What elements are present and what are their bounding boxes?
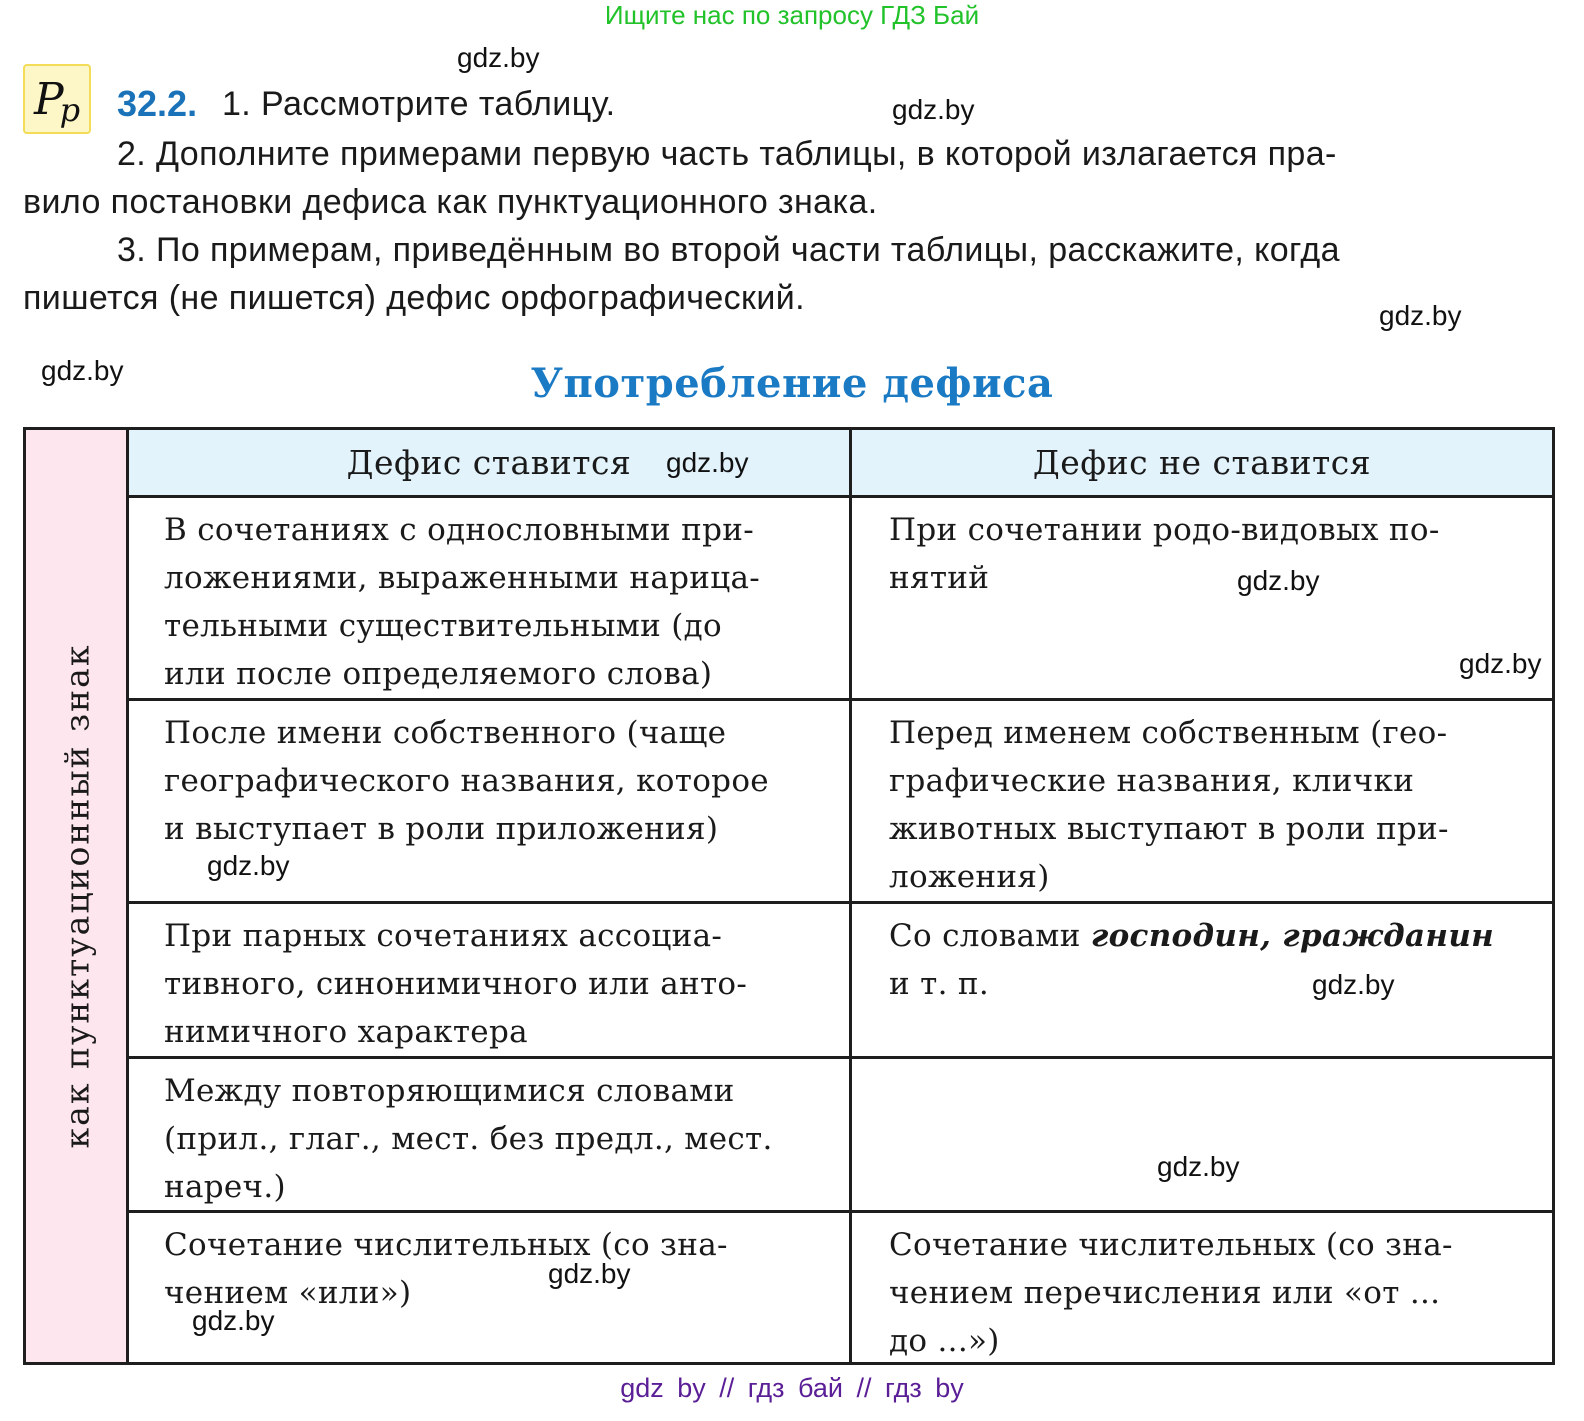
- cell-line: После имени собственного (чаще: [164, 715, 727, 751]
- task-number: 32.2.: [117, 83, 198, 124]
- cell-line: ложениями, выраженными нарица-: [164, 560, 761, 596]
- column-header-label: Дефис ставится: [346, 443, 632, 482]
- table-cell-right: [852, 701, 1552, 901]
- cell-line: тельными существительными (до: [164, 608, 722, 644]
- table-grid: [129, 430, 1552, 1362]
- table-cell-right: [852, 498, 1552, 698]
- task-item-2-line-2: вило постановки дефиса как пунктуационного знака.: [23, 183, 878, 221]
- cell-line: Между повторяющимися словами: [164, 1073, 735, 1109]
- watermark: gdz.by: [548, 1258, 631, 1289]
- cell-line: нареч.): [164, 1169, 286, 1205]
- watermark: gdz.by: [457, 42, 540, 73]
- cell-line: нятий: [889, 560, 990, 596]
- task-item-3-line-2: пишется (не пишется) дефис орфографический.: [23, 279, 805, 317]
- cell-line: нимичного характера: [164, 1014, 528, 1050]
- watermark: gdz.by: [666, 447, 749, 478]
- column-header-hyphen-not-used: [852, 430, 1552, 498]
- task-item-3-line-1: 3. По примерам, приведённым во второй части таблицы, расскажите, когда: [117, 231, 1340, 269]
- hyphen-usage-table: [23, 427, 1555, 1365]
- watermark: gdz.by: [892, 94, 975, 125]
- table-cell-right: [852, 1213, 1552, 1362]
- badge-letter-small: p: [59, 91, 81, 129]
- watermark: gdz.by: [1459, 648, 1542, 679]
- cell-line: При сочетании родо-видовых по-: [889, 512, 1440, 548]
- footer-links: gdz by // гдз бай // гдз by: [620, 1373, 964, 1403]
- table-cell-left: [129, 1059, 852, 1210]
- table-cell-right-empty: [852, 1059, 1552, 1210]
- cell-line: или после определяемого слова): [164, 656, 713, 692]
- cell-line: ложения): [889, 859, 1050, 895]
- cell-line: Перед именем собственным (гео-: [889, 715, 1448, 751]
- task-item-1: 1. Рассмотрите таблицу.: [222, 85, 616, 123]
- table-cell-left: [129, 904, 852, 1056]
- cell-line: до ...»): [889, 1323, 1000, 1359]
- side-category: [26, 430, 129, 1362]
- cell-line: [889, 912, 1522, 960]
- table-title: Употребление дефиса: [530, 360, 1054, 407]
- cell-line: чением перечисления или «от ...: [889, 1275, 1441, 1311]
- cell-line: животных выступают в роли при-: [889, 811, 1449, 847]
- task-item-2-line-1: 2. Дополните примерами первую часть таблицы, в которой излагается пра-: [117, 135, 1337, 173]
- cell-line: и выступает в роли приложения): [164, 811, 719, 847]
- watermark: gdz.by: [207, 850, 290, 881]
- cell-line: При парных сочетаниях ассоциа-: [164, 918, 723, 954]
- cell-line: Сочетание числительных (со зна-: [164, 1227, 728, 1263]
- cell-line: Сочетание числительных (со зна-: [889, 1227, 1453, 1263]
- cell-line: и т. п.: [889, 966, 989, 1002]
- cell-text: Со словами: [889, 918, 1091, 954]
- table-cell-left: [129, 498, 852, 698]
- badge-letter: P: [33, 73, 64, 125]
- watermark: gdz.by: [41, 355, 124, 386]
- side-category-label: как пунктуационный знак: [57, 643, 97, 1149]
- rule-icon: [23, 64, 91, 134]
- watermark: gdz.by: [1237, 565, 1320, 596]
- table-cell-left: [129, 1213, 852, 1362]
- cell-line: (прил., глаг., мест. без предл., мест.: [164, 1121, 773, 1157]
- cell-line: географического названия, которое: [164, 763, 769, 799]
- column-header-label: Дефис не ставится: [1032, 443, 1372, 482]
- cell-line: графические названия, клички: [889, 763, 1415, 799]
- table-cell-right: [852, 904, 1552, 1056]
- watermark: gdz.by: [1157, 1151, 1240, 1182]
- cell-line: В сочетаниях с однословными при-: [164, 512, 755, 548]
- watermark: gdz.by: [1379, 300, 1462, 331]
- search-banner: Ищите нас по запросу ГДЗ Бай: [604, 0, 980, 30]
- cell-line: тивного, синонимичного или анто-: [164, 966, 748, 1002]
- cell-line: чением «или»): [164, 1275, 412, 1311]
- watermark: gdz.by: [1312, 969, 1395, 1000]
- watermark: gdz.by: [192, 1305, 275, 1336]
- emphasized-words: господин, гражданин: [1090, 918, 1495, 954]
